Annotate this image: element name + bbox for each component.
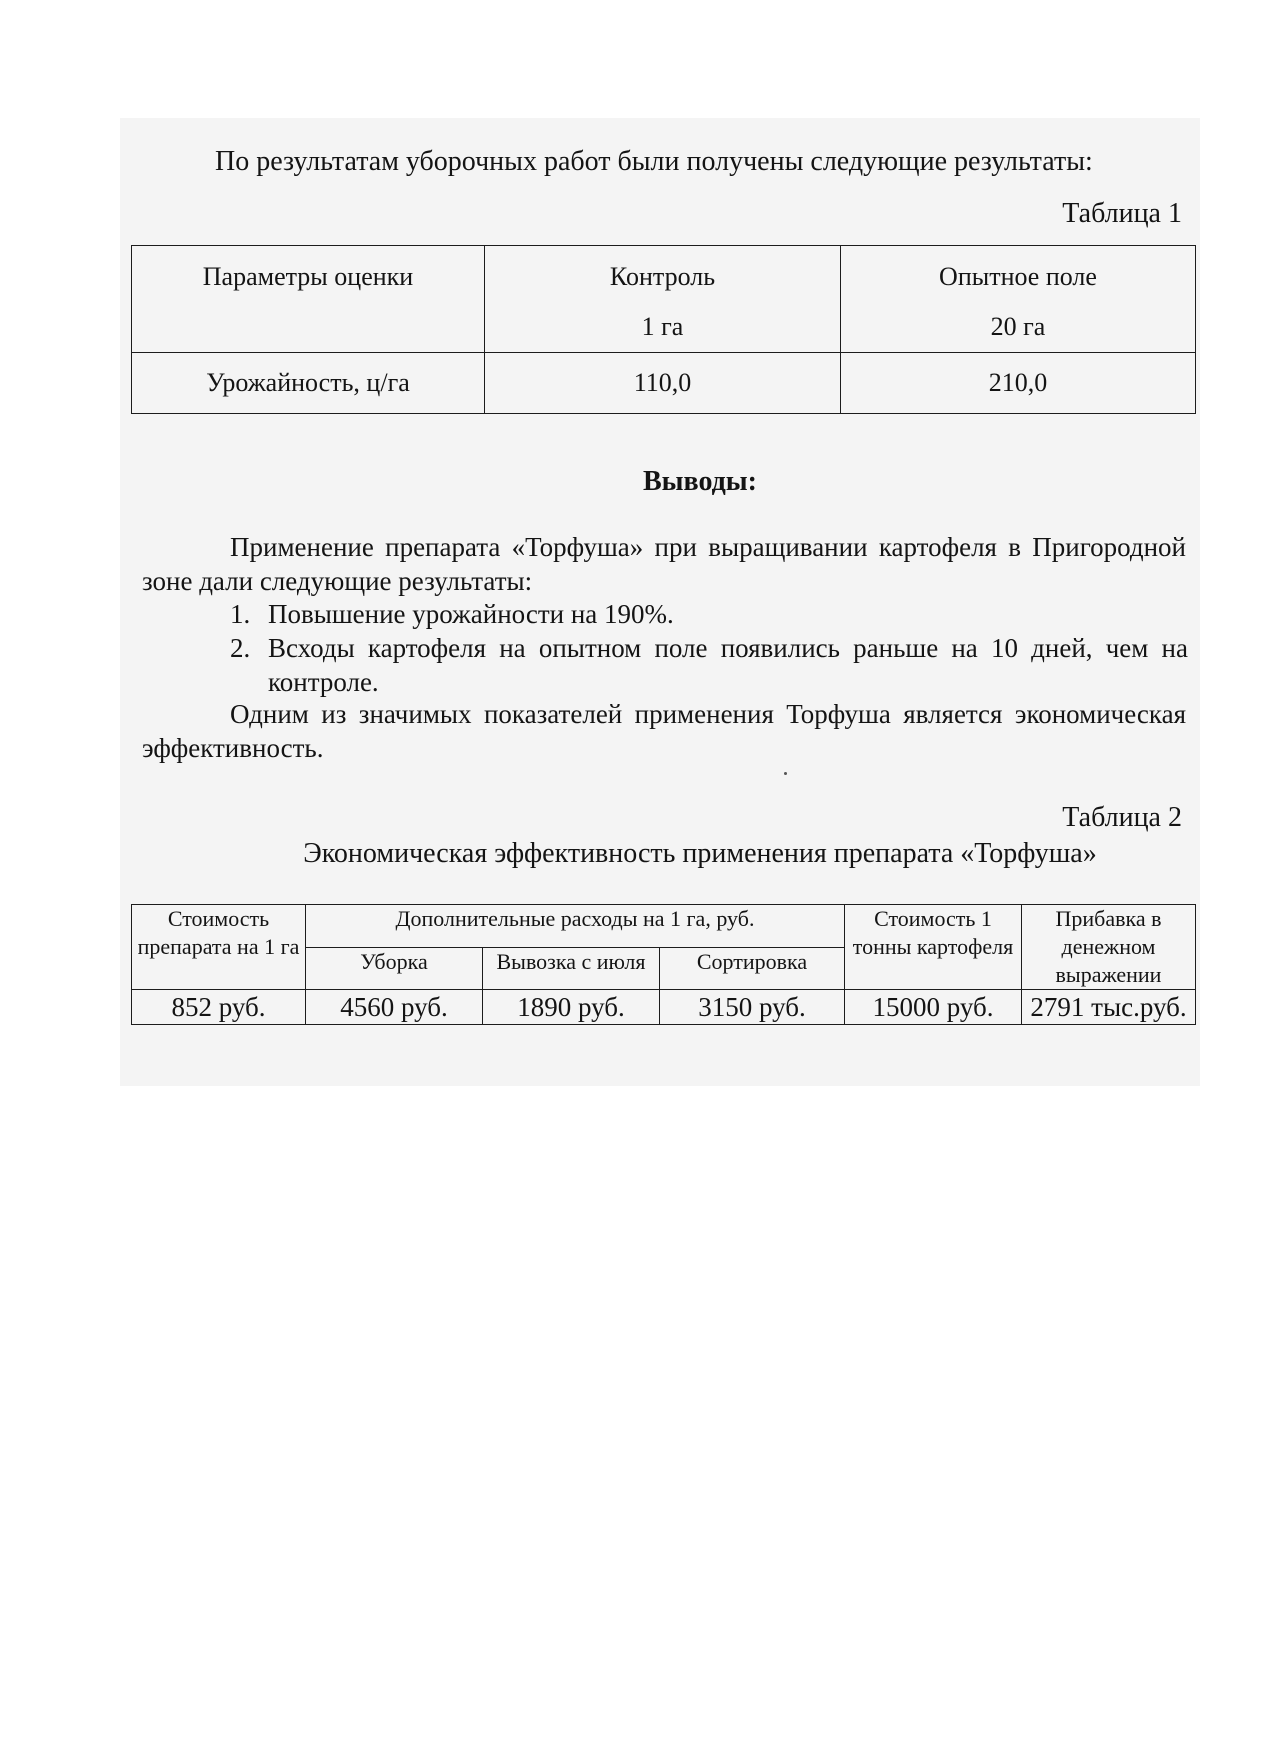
cell-gain: 2791 тыс.руб. [1022, 990, 1196, 1025]
cell-cost-prep: 852 руб. [132, 990, 306, 1025]
intro-text: По результатам уборочных работ были получены следующие результаты: [215, 146, 1093, 177]
header-transport: Вывозка с июля [483, 947, 660, 990]
conclusions-title: Выводы: [642, 466, 757, 497]
list-item-number: 2. [230, 633, 251, 663]
list-item-text: Повышение урожайности на 190%. [268, 599, 674, 629]
header-cost-ton: Стоимость 1 тонны картофеля [845, 905, 1022, 990]
header-sorting: Сортировка [660, 947, 845, 990]
economic-table [131, 904, 1196, 1025]
header-param: Параметры оценки [132, 246, 485, 353]
header-gain: Прибавка в денежном выражении [1022, 905, 1196, 990]
cell-harvest: 4560 руб. [306, 990, 483, 1025]
row-label: Урожайность, ц/га [132, 353, 485, 414]
conclusions-paragraph-1: Применение препарата «Торфуша» при выращивании картофеля в Пригородной зоне дали следующие результаты: [142, 532, 1186, 596]
conclusions-paragraph-2: Одним из значимых показателей применения Торфуша является экономическая эффективность. [142, 699, 1186, 763]
cell-transport: 1890 руб. [483, 990, 660, 1025]
header-experiment-area: 20 га [990, 312, 1046, 341]
table-row [132, 353, 1196, 414]
table2-title: Экономическая эффективность применения препарата «Торфуша» [303, 838, 1097, 869]
list-item [230, 597, 1188, 631]
cell-cost-ton: 15000 руб. [845, 990, 1022, 1025]
header-extra-costs: Дополнительные расходы на 1 га, руб. [306, 905, 845, 948]
row-control-value: 110,0 [485, 353, 841, 414]
header-cost-prep: Стоимость препарата на 1 га [132, 905, 306, 990]
conclusions-list [230, 597, 1188, 699]
header-control-area: 1 га [641, 312, 684, 341]
header-harvest: Уборка [306, 947, 483, 990]
list-item-text: Всходы картофеля на опытном поле появились раньше на 10 дней, чем на контроле. [268, 633, 1188, 697]
yield-table [131, 245, 1196, 414]
table-header-row [132, 905, 1196, 948]
header-control [485, 246, 841, 353]
header-experiment-label: Опытное поле [939, 262, 1097, 291]
table-row [132, 990, 1196, 1025]
list-item [230, 631, 1188, 699]
table2-caption: Таблица 2 [1062, 802, 1182, 833]
row-experiment-value: 210,0 [841, 353, 1196, 414]
list-item-number: 1. [230, 599, 251, 629]
table-header-row [132, 246, 1196, 353]
cell-sorting: 3150 руб. [660, 990, 845, 1025]
table1-caption: Таблица 1 [1062, 198, 1182, 229]
header-control-label: Контроль [609, 262, 716, 291]
scan-speck [784, 772, 787, 775]
header-experiment [841, 246, 1196, 353]
